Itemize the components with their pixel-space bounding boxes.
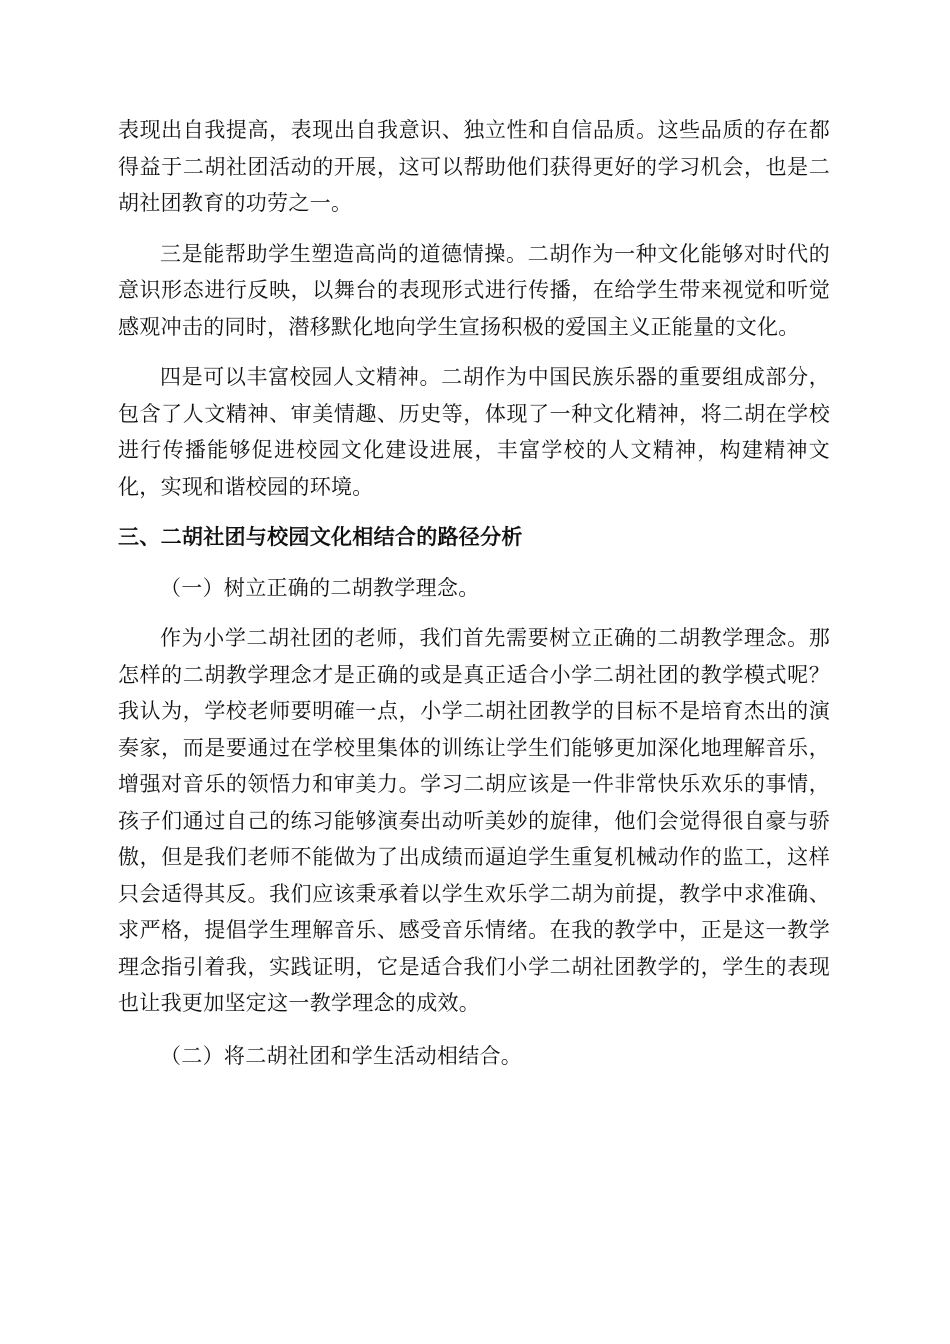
spacer	[118, 222, 830, 236]
spacer	[118, 345, 830, 359]
spacer	[118, 556, 830, 570]
paragraph-teaching-concept: 作为小学二胡社团的老师，我们首先需要树立正确的二胡教学理念。那怎样的二胡教学理念才是正确的或是真正适合小学二胡社团的教学模式呢？我认为，学校老师要明確一点，小学二胡社团教学的目标不是培育杰出的演奏家，而是要通过在学校里集体的训练让学生们能够更加深化地理解音乐，增强对音乐的领悟力和审美力。学习二胡应该是一件非常快乐欢乐的事情，孩子们通过自己的练习能够演奏出动听美妙的旋律，他们会觉得很自豪与骄傲，但是我们老师不能做为了出成绩而逼迫学生重复机械动作的监工，这样只会适得其反。我们应该秉承着以学生欢乐学二胡为前提，教学中求准确、求严格，提倡学生理解音乐、感受音乐情绪。在我的教学中，正是这一教学理念指引着我，实践证明，它是适合我们小学二胡社团教学的，学生的表现也让我更加坚定这一教学理念的成效。	[118, 626, 830, 1015]
subheading-teaching-concept: （一）树立正确的二胡教学理念。	[160, 575, 480, 600]
spacer	[118, 606, 830, 620]
document-body	[118, 112, 830, 1074]
spacer	[118, 505, 830, 519]
paragraph-humanistic-spirit: 四是可以丰富校园人文精神。二胡作为中国民族乐器的重要组成部分，包含了人文精神、审美情趣、历史等，体现了一种文化精神，将二胡在学校进行传播能够促进校园文化建设进展，丰富学校的人文精神，构建精神文化，实现和谐校园的环境。	[118, 365, 830, 499]
paragraph-continuation: 表现出自我提高，表现出自我意识、独立性和自信品质。这些品质的存在都得益于二胡社团活动的开展，这可以帮助他们获得更好的学习机会，也是二胡社团教育的功劳之一。	[118, 118, 830, 215]
section-heading: 三、二胡社团与校园文化相结合的路径分析	[118, 524, 523, 549]
paragraph-moral-cultivation: 三是能帮助学生塑造高尚的道德情操。二胡作为一种文化能够对时代的意识形态进行反映，以舞台的表现形式进行传播，在给学生带来视觉和听觉感观冲击的同时，潜移默化地向学生宣扬积极的爱国主义正能量的文化。	[118, 241, 830, 339]
spacer	[118, 1022, 830, 1038]
subheading-student-activities: （二）将二胡社团和学生活动相结合。	[160, 1043, 523, 1068]
